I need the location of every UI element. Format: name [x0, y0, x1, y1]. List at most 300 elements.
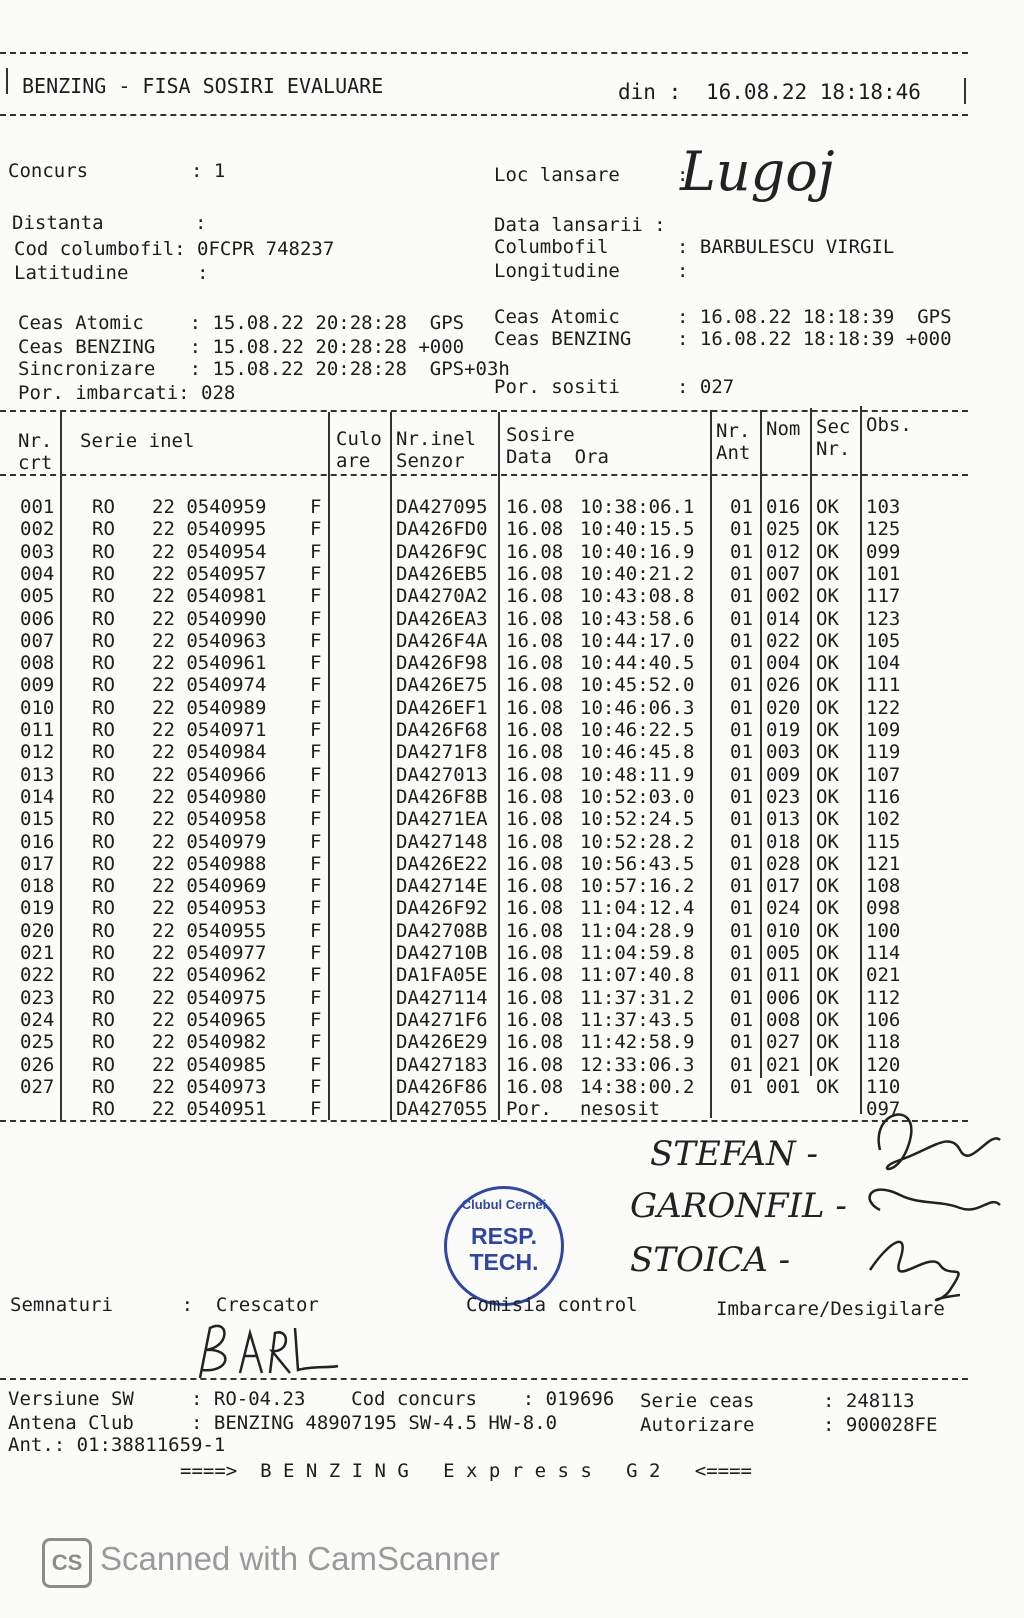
cell-country: RO: [92, 652, 115, 675]
cell-country: RO: [92, 830, 115, 853]
cell-arrival-date: 16.08: [506, 1008, 564, 1031]
cell-sensor: DA427055: [396, 1098, 488, 1121]
cell-ring-serial: 22 0540969: [152, 875, 267, 898]
cell-arrival-date: 16.08: [506, 897, 564, 920]
cell-ring-serial: 22 0540954: [152, 540, 267, 563]
cell-sex: F: [310, 652, 322, 675]
cell-obs: 120: [866, 1053, 901, 1076]
cell-sex: F: [310, 942, 322, 964]
cell-sensor: DA427148: [396, 830, 488, 853]
cell-country: RO: [92, 763, 115, 786]
cell-antenna: 01: [730, 696, 753, 719]
cell-sec: OK: [816, 540, 839, 563]
cell-antenna: 01: [730, 719, 753, 741]
cell-ring-serial: 22 0540953: [152, 897, 267, 920]
header-left-border: [6, 68, 8, 94]
cell-nr-crt: 008: [20, 652, 55, 675]
table-row: [0, 496, 1024, 518]
cell-nom: 012: [766, 540, 801, 563]
cell-arrival-date: 16.08: [506, 852, 564, 875]
cell-arrival-time: 10:38:06.1: [580, 496, 695, 518]
cell-obs: 101: [866, 562, 901, 585]
cell-sensor: DA426F8B: [396, 785, 488, 808]
cell-obs: 103: [866, 496, 901, 518]
header-right-border: [964, 78, 966, 104]
por-imbarcati-field: Por. imbarcati: 028: [18, 382, 236, 404]
stamp-club-name: Clubul Cernei: [461, 1197, 547, 1212]
cell-ring-serial: 22 0540977: [152, 942, 267, 964]
cell-nr-crt: 025: [20, 1031, 55, 1054]
table-row: [0, 764, 1024, 786]
cell-country: RO: [92, 785, 115, 808]
cell-obs: 107: [866, 763, 901, 786]
table-row: [0, 920, 1024, 942]
cell-sec: OK: [816, 674, 839, 697]
cell-ring-serial: 22 0540951: [152, 1098, 267, 1121]
cell-sensor: DA427114: [396, 986, 488, 1009]
sincronizare-field: Sincronizare : 15.08.22 20:28:28 GPS+03h: [18, 358, 510, 380]
cell-ring-serial: 22 0540975: [152, 986, 267, 1009]
cell-sec: OK: [816, 808, 839, 831]
cell-nr-crt: 003: [20, 540, 55, 563]
cell-sex: F: [310, 1075, 322, 1098]
cell-nr-crt: 023: [20, 986, 55, 1009]
cell-country: RO: [92, 674, 115, 697]
cell-sex: F: [310, 763, 322, 786]
cell-arrival-time: 10:40:21.2: [580, 562, 695, 585]
header-senzor: Senzor: [396, 450, 465, 472]
table-row: [0, 987, 1024, 1009]
cell-sensor: DA4270A2: [396, 585, 488, 608]
cell-sex: F: [310, 919, 322, 942]
cell-nom: 013: [766, 808, 801, 831]
cell-nr-crt: 001: [20, 496, 55, 518]
cell-obs: 104: [866, 652, 901, 675]
antena-club-line: Antena Club : BENZING 48907195 SW-4.5 HW-8.0: [8, 1412, 558, 1434]
handwritten-signatures: [860, 1090, 1010, 1310]
cell-nr-crt: 022: [20, 964, 55, 987]
cell-antenna: 01: [730, 1075, 753, 1098]
cell-country: RO: [92, 1075, 115, 1098]
cell-ring-serial: 22 0540995: [152, 518, 267, 541]
cell-sex: F: [310, 496, 322, 518]
benzing-express-banner: ====> B E N Z I N G E x p r e s s G 2 <====: [180, 1460, 752, 1482]
cell-sensor: DA426E29: [396, 1031, 488, 1054]
cell-sex: F: [310, 607, 322, 630]
cell-arrival-date: 16.08: [506, 986, 564, 1009]
cell-sec: OK: [816, 830, 839, 853]
cell-sex: F: [310, 852, 322, 875]
data-lansarii-field: Data lansarii :: [494, 214, 666, 236]
table-row: [0, 585, 1024, 607]
cell-country: RO: [92, 942, 115, 964]
cell-nr-crt: 004: [20, 562, 55, 585]
cell-ring-serial: 22 0540973: [152, 1075, 267, 1098]
cell-arrival-date: 16.08: [506, 674, 564, 697]
cell-antenna: 01: [730, 986, 753, 1009]
cell-ring-serial: 22 0540985: [152, 1053, 267, 1076]
cell-sex: F: [310, 585, 322, 608]
table-row: [0, 1031, 1024, 1053]
cell-obs: 102: [866, 808, 901, 831]
cell-sec: OK: [816, 763, 839, 786]
cell-sec: OK: [816, 585, 839, 608]
cell-arrival-time: 11:37:31.2: [580, 986, 695, 1009]
cell-obs: 106: [866, 1008, 901, 1031]
cell-arrival-date: 16.08: [506, 763, 564, 786]
cell-country: RO: [92, 897, 115, 920]
cell-obs: 108: [866, 875, 901, 898]
header-crt: crt: [18, 452, 53, 474]
header-bottom-border: [0, 114, 968, 116]
table-bottom-border: [0, 1120, 968, 1122]
cell-obs: 100: [866, 919, 901, 942]
cell-nr-crt: 010: [20, 696, 55, 719]
cell-sensor: DA426EA3: [396, 607, 488, 630]
cell-obs: 119: [866, 741, 901, 764]
cell-sensor: DA426EB5: [396, 562, 488, 585]
cell-arrival-date: 16.08: [506, 1053, 564, 1076]
cell-sensor: DA426E75: [396, 674, 488, 697]
cell-nom: 011: [766, 964, 801, 987]
comisia-control-label: Comisia control: [466, 1294, 638, 1316]
cell-sec: OK: [816, 897, 839, 920]
cell-nr-crt: 002: [20, 518, 55, 541]
cell-arrival-date: 16.08: [506, 785, 564, 808]
cell-obs: 118: [866, 1031, 901, 1054]
cell-arrival-time: 12:33:06.3: [580, 1053, 695, 1076]
cell-sensor: DA427013: [396, 763, 488, 786]
cell-nr-crt: 024: [20, 1008, 55, 1031]
cell-nr-crt: 006: [20, 607, 55, 630]
cell-ring-serial: 22 0540990: [152, 607, 267, 630]
cell-obs: 116: [866, 785, 901, 808]
cell-antenna: 01: [730, 741, 753, 764]
cell-ring-serial: 22 0540957: [152, 562, 267, 585]
cell-nr-crt: 018: [20, 875, 55, 898]
cell-antenna: 01: [730, 674, 753, 697]
cell-sex: F: [310, 696, 322, 719]
cell-sex: F: [310, 674, 322, 697]
cell-obs: 105: [866, 629, 901, 652]
loc-lansare-field: Loc lansare :: [494, 164, 689, 186]
cell-country: RO: [92, 696, 115, 719]
cell-obs: 121: [866, 852, 901, 875]
ceas-benzing-right: Ceas BENZING : 16.08.22 18:18:39 +000: [494, 328, 952, 350]
longitudine-field: Longitudine :: [494, 260, 689, 282]
cell-arrival-time: 10:43:58.6: [580, 607, 695, 630]
cell-ring-serial: 22 0540966: [152, 763, 267, 786]
cell-arrival-time: 10:43:08.8: [580, 585, 695, 608]
cell-sensor: DA426F68: [396, 719, 488, 741]
cell-ring-serial: 22 0540982: [152, 1031, 267, 1054]
cell-sex: F: [310, 540, 322, 563]
cell-sensor: DA426F9C: [396, 540, 488, 563]
cell-arrival-time: 10:45:52.0: [580, 674, 695, 697]
autorizare-line: Autorizare : 900028FE: [640, 1414, 938, 1436]
loc-lansare-handwritten: Lugoj: [680, 140, 835, 203]
cell-arrival-date: 16.08: [506, 808, 564, 831]
cell-nr-crt: 016: [20, 830, 55, 853]
header-culoare-2: are: [336, 450, 371, 472]
cell-nr-crt: 009: [20, 674, 55, 697]
cell-sensor: DA426EF1: [396, 696, 488, 719]
cell-arrival-time: 10:52:28.2: [580, 830, 695, 853]
cell-arrival-time: 11:37:43.5: [580, 1008, 695, 1031]
camscanner-logo: CS: [42, 1538, 92, 1588]
cell-sex: F: [310, 785, 322, 808]
cell-sex: F: [310, 875, 322, 898]
ceas-atomic-left: Ceas Atomic : 15.08.22 20:28:28 GPS: [18, 312, 465, 334]
header-sec-nr: Nr.: [816, 438, 851, 460]
cell-nom: 025: [766, 518, 801, 541]
cell-arrival-date: 16.08: [506, 585, 564, 608]
cell-nom: 022: [766, 629, 801, 652]
cell-nom: 010: [766, 919, 801, 942]
cell-arrival-date: 16.08: [506, 964, 564, 987]
cell-arrival-date: 16.08: [506, 942, 564, 964]
cell-arrival-date: 16.08: [506, 562, 564, 585]
stamp-line-2: TECH.: [469, 1249, 539, 1275]
cell-antenna: 01: [730, 785, 753, 808]
cell-obs: 117: [866, 585, 901, 608]
cell-nom: 009: [766, 763, 801, 786]
cell-sec: OK: [816, 785, 839, 808]
cell-obs: 111: [866, 674, 901, 697]
cell-nom: 017: [766, 875, 801, 898]
cell-antenna: 01: [730, 763, 753, 786]
table-header-bottom-border: [0, 474, 968, 476]
cell-sec: OK: [816, 562, 839, 585]
cell-ring-serial: 22 0540988: [152, 852, 267, 875]
cell-arrival-time: 11:04:28.9: [580, 919, 695, 942]
table-row: [0, 1009, 1024, 1031]
cell-sec: OK: [816, 964, 839, 987]
cell-sec: OK: [816, 942, 839, 964]
cell-nom: 018: [766, 830, 801, 853]
table-row: [0, 942, 1024, 964]
cell-sec: OK: [816, 852, 839, 875]
table-row: [0, 674, 1024, 696]
cell-arrival-time: 10:46:06.3: [580, 696, 695, 719]
antena-id-line: Ant.: 01:38811659-1: [8, 1434, 226, 1456]
cell-arrival-time: 10:52:03.0: [580, 785, 695, 808]
cell-obs: 098: [866, 897, 901, 920]
table-row: [0, 697, 1024, 719]
concurs-field: Concurs : 1: [8, 160, 226, 182]
cell-antenna: 01: [730, 808, 753, 831]
cell-arrival-time: 11:42:58.9: [580, 1031, 695, 1054]
cell-arrival-time: 11:04:59.8: [580, 942, 695, 964]
cell-antenna: 01: [730, 830, 753, 853]
cell-obs: 097: [866, 1098, 901, 1121]
cell-obs: 122: [866, 696, 901, 719]
por-sositi-field: Por. sositi : 027: [494, 376, 735, 398]
cell-sensor: DA426E22: [396, 852, 488, 875]
header-sec: Sec: [816, 416, 851, 438]
table-row: [0, 608, 1024, 630]
cell-nr-crt: 007: [20, 629, 55, 652]
cell-nom: 006: [766, 986, 801, 1009]
cell-country: RO: [92, 629, 115, 652]
cell-arrival-time: 10:56:43.5: [580, 852, 695, 875]
cell-obs: 109: [866, 719, 901, 741]
cell-nom: 020: [766, 696, 801, 719]
cell-obs: 123: [866, 607, 901, 630]
cod-columbofil-field: Cod columbofil: 0FCPR 748237: [14, 238, 335, 260]
cell-arrival-time: 10:40:15.5: [580, 518, 695, 541]
table-row: [0, 897, 1024, 919]
cell-antenna: 01: [730, 518, 753, 541]
table-row: [0, 652, 1024, 674]
cell-sex: F: [310, 1098, 322, 1121]
header-sosire: Sosire: [506, 424, 575, 446]
cell-country: RO: [92, 540, 115, 563]
cell-sex: F: [310, 518, 322, 541]
camscanner-watermark: Scanned with CamScanner: [100, 1540, 500, 1577]
cell-nom: 002: [766, 585, 801, 608]
cell-ring-serial: 22 0540989: [152, 696, 267, 719]
cell-nr-crt: 020: [20, 919, 55, 942]
cell-sex: F: [310, 719, 322, 741]
cell-ring-serial: 22 0540981: [152, 585, 267, 608]
cell-sensor: DA426F86: [396, 1075, 488, 1098]
cell-sensor: DA427095: [396, 496, 488, 518]
cell-sensor: DA426FD0: [396, 518, 488, 541]
table-row: [0, 964, 1024, 986]
cell-ring-serial: 22 0540971: [152, 719, 267, 741]
cell-arrival-date: 16.08: [506, 741, 564, 764]
cell-sec: OK: [816, 652, 839, 675]
cell-nr-crt: 017: [20, 852, 55, 875]
cell-sensor: DA4271EA: [396, 808, 488, 831]
cell-country: RO: [92, 986, 115, 1009]
document-title: BENZING - FISA SOSIRI EVALUARE: [22, 74, 384, 98]
cell-arrival-date: 16.08: [506, 875, 564, 898]
cell-arrival-date: 16.08: [506, 696, 564, 719]
cell-sec: OK: [816, 1008, 839, 1031]
cell-arrival-time: 10:48:11.9: [580, 763, 695, 786]
cell-country: RO: [92, 607, 115, 630]
cell-antenna: 01: [730, 852, 753, 875]
header-serie-inel: Serie inel: [80, 430, 195, 452]
header-nr: Nr.: [18, 430, 53, 452]
cell-nr-crt: 027: [20, 1075, 55, 1098]
cell-nr-crt: 026: [20, 1053, 55, 1076]
cell-sec: OK: [816, 919, 839, 942]
cell-sec: OK: [816, 875, 839, 898]
cell-sex: F: [310, 830, 322, 853]
table-top-border: [0, 410, 968, 412]
handwritten-name-1: STEFAN -: [650, 1134, 819, 1174]
cell-arrival-date: 16.08: [506, 919, 564, 942]
semnaturi-label: Semnaturi : Crescator: [10, 1294, 319, 1316]
columbofil-field: Columbofil : BARBULESCU VIRGIL: [494, 236, 895, 258]
cell-nom: 019: [766, 719, 801, 741]
cell-sex: F: [310, 741, 322, 764]
cell-sex: F: [310, 1008, 322, 1031]
cell-ring-serial: 22 0540984: [152, 741, 267, 764]
cell-ring-serial: 22 0540979: [152, 830, 267, 853]
cell-sex: F: [310, 562, 322, 585]
cell-sec: OK: [816, 496, 839, 518]
cell-country: RO: [92, 875, 115, 898]
cell-arrival-date: 16.08: [506, 1031, 564, 1054]
cell-sec: OK: [816, 986, 839, 1009]
cell-country: RO: [92, 808, 115, 831]
print-date-value: 16.08.22 18:18:46: [706, 80, 921, 104]
cell-country: RO: [92, 852, 115, 875]
cell-sec: OK: [816, 719, 839, 741]
ceas-benzing-left: Ceas BENZING : 15.08.22 20:28:28 +000: [18, 336, 465, 358]
cell-sensor: DA1FA05E: [396, 964, 488, 987]
cell-nom: 004: [766, 652, 801, 675]
cell-sex: F: [310, 1031, 322, 1054]
cell-antenna: 01: [730, 897, 753, 920]
cell-antenna: 01: [730, 562, 753, 585]
table-row: [0, 630, 1024, 652]
cell-sec: OK: [816, 607, 839, 630]
cell-ring-serial: 22 0540965: [152, 1008, 267, 1031]
cell-arrival-date: 16.08: [506, 540, 564, 563]
cell-arrival-date: 16.08: [506, 607, 564, 630]
club-stamp: [444, 1186, 564, 1306]
cell-ring-serial: 22 0540955: [152, 919, 267, 942]
cell-nom: 021: [766, 1053, 801, 1076]
cell-sex: F: [310, 897, 322, 920]
cell-sensor: DA426F4A: [396, 629, 488, 652]
cell-antenna: 01: [730, 585, 753, 608]
table-row: [0, 853, 1024, 875]
cell-sec: OK: [816, 741, 839, 764]
table-row: [0, 518, 1024, 540]
table-row: [0, 1054, 1024, 1076]
cell-obs: 110: [866, 1075, 901, 1098]
ceas-atomic-right: Ceas Atomic : 16.08.22 18:18:39 GPS: [494, 306, 952, 328]
cell-nom: 028: [766, 852, 801, 875]
cell-arrival-time: nesosit: [580, 1098, 661, 1121]
cell-ring-serial: 22 0540962: [152, 964, 267, 987]
cell-obs: 021: [866, 964, 901, 987]
cell-sec: OK: [816, 629, 839, 652]
footer-top-border: [0, 1378, 968, 1380]
cell-sex: F: [310, 1053, 322, 1076]
cell-obs: 112: [866, 986, 901, 1009]
cell-arrival-date: 16.08: [506, 518, 564, 541]
cell-antenna: 01: [730, 1031, 753, 1054]
cell-antenna: 01: [730, 964, 753, 987]
versiune-sw-line: Versiune SW : RO-04.23 Cod concurs : 019696: [8, 1388, 615, 1410]
cell-arrival-time: 10:44:17.0: [580, 629, 695, 652]
cell-sensor: DA427183: [396, 1053, 488, 1076]
cell-sensor: DA42714E: [396, 875, 488, 898]
cell-nr-crt: 019: [20, 897, 55, 920]
cell-sex: F: [310, 986, 322, 1009]
cell-sensor: DA4271F8: [396, 741, 488, 764]
cell-antenna: 01: [730, 1008, 753, 1031]
cell-arrival-time: 11:07:40.8: [580, 964, 695, 987]
cell-nom: 003: [766, 741, 801, 764]
cell-sex: F: [310, 808, 322, 831]
cell-antenna: 01: [730, 875, 753, 898]
cell-country: RO: [92, 1098, 115, 1121]
cell-ring-serial: 22 0540959: [152, 496, 267, 518]
table-row: [0, 808, 1024, 830]
stamp-line-1: RESP.: [470, 1223, 538, 1249]
cell-nom: 014: [766, 607, 801, 630]
cell-nr-crt: 014: [20, 785, 55, 808]
cell-obs: 099: [866, 540, 901, 563]
